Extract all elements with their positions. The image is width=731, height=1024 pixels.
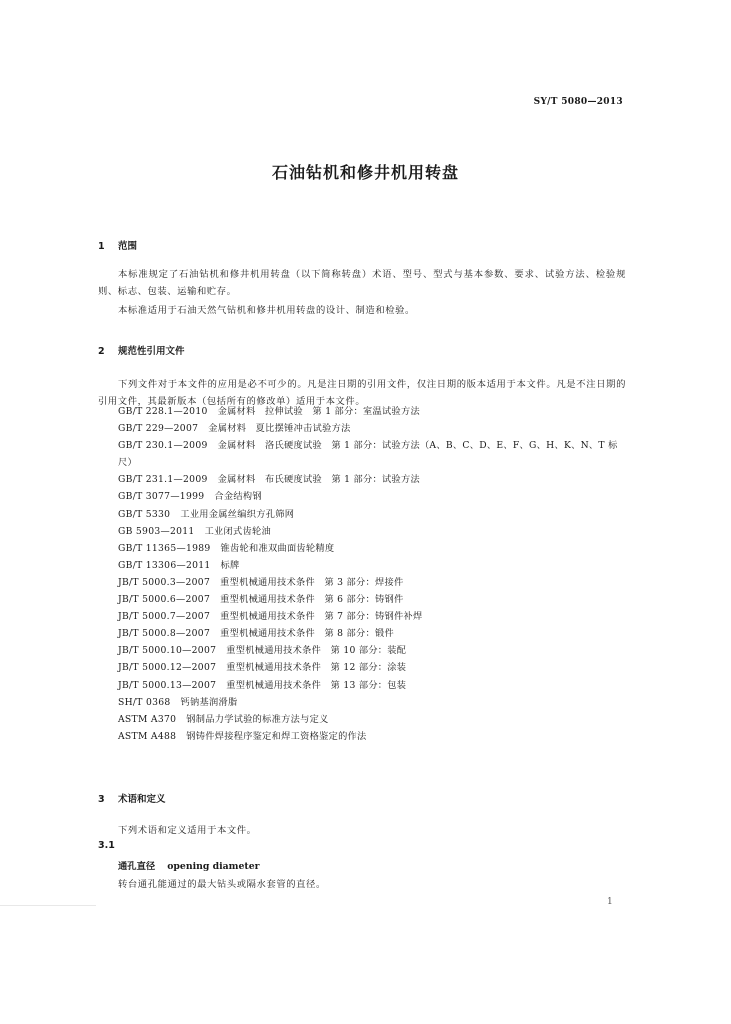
reference-title: 标牌 xyxy=(220,559,240,571)
reference-title: 重型机械通用技术条件 第 12 部分：涂装 xyxy=(226,662,407,674)
list-item xyxy=(118,437,628,471)
section-3-heading xyxy=(98,791,166,805)
list-item xyxy=(118,677,628,694)
reference-code: JB/T 5000.3—2007 xyxy=(118,576,211,588)
list-item xyxy=(118,694,628,711)
reference-code: JB/T 5000.7—2007 xyxy=(118,611,211,623)
document-title: 石油钻机和修井机用转盘 xyxy=(271,163,459,182)
reference-code: GB/T 5330 xyxy=(118,508,171,520)
term-definition: 转台通孔能通过的最大钻头或隔水套管的直径。 xyxy=(118,879,326,890)
reference-title: 工业用金属丝编织方孔筛网 xyxy=(180,508,295,520)
list-item xyxy=(118,711,628,728)
reference-title: 钢铸件焊接程序鉴定和焊工资格鉴定的作法 xyxy=(186,730,367,742)
reference-code: JB/T 5000.6—2007 xyxy=(118,594,211,606)
section-3-intro: 下列术语和定义适用于本文件。 xyxy=(118,825,257,836)
reference-code: GB/T 229—2007 xyxy=(118,423,199,435)
list-item xyxy=(118,420,628,437)
reference-title: 重型机械通用技术条件 第 7 部分：铸钢件补焊 xyxy=(220,611,423,623)
section-title: 术语和定义 xyxy=(118,794,166,805)
reference-code: GB/T 231.1—2009 xyxy=(118,474,208,486)
reference-title: 金属材料 拉伸试验 第 1 部分：室温试验方法 xyxy=(217,406,420,417)
term-number: 3.1 xyxy=(98,840,115,851)
reference-title: 重型机械通用技术条件 第 10 部分：装配 xyxy=(226,645,407,657)
list-item xyxy=(118,728,628,745)
reference-title: 合金结构钢 xyxy=(214,491,262,503)
list-item xyxy=(118,403,628,420)
reference-title: 重型机械通用技术条件 第 3 部分：焊接件 xyxy=(220,576,404,588)
reference-title: 重型机械通用技术条件 第 8 部分：锻件 xyxy=(220,628,394,640)
normative-references-list xyxy=(118,403,628,745)
list-item xyxy=(118,557,628,574)
reference-title: 重型机械通用技术条件 第 13 部分：包装 xyxy=(226,679,407,691)
list-item xyxy=(118,608,628,625)
list-item xyxy=(118,591,628,608)
reference-title: 金属材料 布氏硬度试验 第 1 部分：试验方法 xyxy=(217,474,420,486)
term-name-en: opening diameter xyxy=(167,861,260,872)
term-name-cn: 通孔直径 xyxy=(118,861,156,872)
divider xyxy=(0,905,96,906)
section-number: 1 xyxy=(98,241,105,252)
reference-code: GB/T 3077—1999 xyxy=(118,491,205,503)
reference-title: 金属材料 洛氏硬度试验 第 1 部分：试验方法（A、B、C、D、E、F、G、H、K、N、T 标尺） xyxy=(118,440,618,469)
list-item xyxy=(118,574,628,591)
reference-code: GB/T 230.1—2009 xyxy=(118,440,208,452)
page-number: 1 xyxy=(607,897,613,907)
reference-code: GB/T 11365—1989 xyxy=(118,542,211,554)
list-item xyxy=(118,523,628,540)
reference-code: JB/T 5000.13—2007 xyxy=(118,679,217,691)
list-item xyxy=(118,488,628,505)
section-1-paragraph-1: 本标准规定了石油钻机和修井机用转盘（以下简称转盘）术语、型号、型式与基本参数、要求、试验方法、检验规则、标志、包装、运输和贮存。 xyxy=(98,269,626,297)
term-name xyxy=(118,858,260,872)
section-1-paragraph-2: 本标准适用于石油天然气钻机和修井机用转盘的设计、制造和检验。 xyxy=(118,305,415,316)
list-item xyxy=(118,642,628,659)
reference-code: ASTM A488 xyxy=(118,730,177,742)
section-title: 规范性引用文件 xyxy=(118,346,185,357)
reference-title: 钢制品力学试验的标准方法与定义 xyxy=(186,713,329,725)
reference-code: JB/T 5000.10—2007 xyxy=(118,645,217,657)
reference-code: JB/T 5000.12—2007 xyxy=(118,662,217,674)
standard-code: SY/T 5080—2013 xyxy=(533,97,623,107)
list-item xyxy=(118,506,628,523)
reference-code: GB/T 13306—2011 xyxy=(118,559,211,571)
section-1-heading xyxy=(98,238,137,252)
reference-title: 金属材料 夏比摆锤冲击试验方法 xyxy=(208,423,351,435)
reference-code: JB/T 5000.8—2007 xyxy=(118,628,211,640)
section-2-intro: 下列文件对于本文件的应用是必不可少的。凡是注日期的引用文件，仅注日期的版本适用于本文件。凡是不注日期的引用文件，其最新版本（包括所有的修改单）适用于本文件。 xyxy=(98,379,626,407)
section-2-heading xyxy=(98,343,185,357)
reference-code: GB/T 228.1—2010 xyxy=(118,406,208,417)
section-number: 3 xyxy=(98,794,105,805)
reference-code: ASTM A370 xyxy=(118,713,177,725)
reference-title: 钙钠基润滑脂 xyxy=(180,696,238,708)
reference-title: 重型机械通用技术条件 第 6 部分：铸钢件 xyxy=(220,594,404,606)
reference-code: SH/T 0368 xyxy=(118,696,171,708)
list-item xyxy=(118,625,628,642)
section-title: 范围 xyxy=(118,241,138,252)
list-item xyxy=(118,471,628,488)
section-number: 2 xyxy=(98,346,105,357)
list-item xyxy=(118,659,628,676)
reference-title: 工业闭式齿轮油 xyxy=(204,525,271,537)
reference-title: 锥齿轮和准双曲面齿轮精度 xyxy=(220,542,335,554)
reference-code: GB 5903—2011 xyxy=(118,525,195,537)
list-item xyxy=(118,540,628,557)
